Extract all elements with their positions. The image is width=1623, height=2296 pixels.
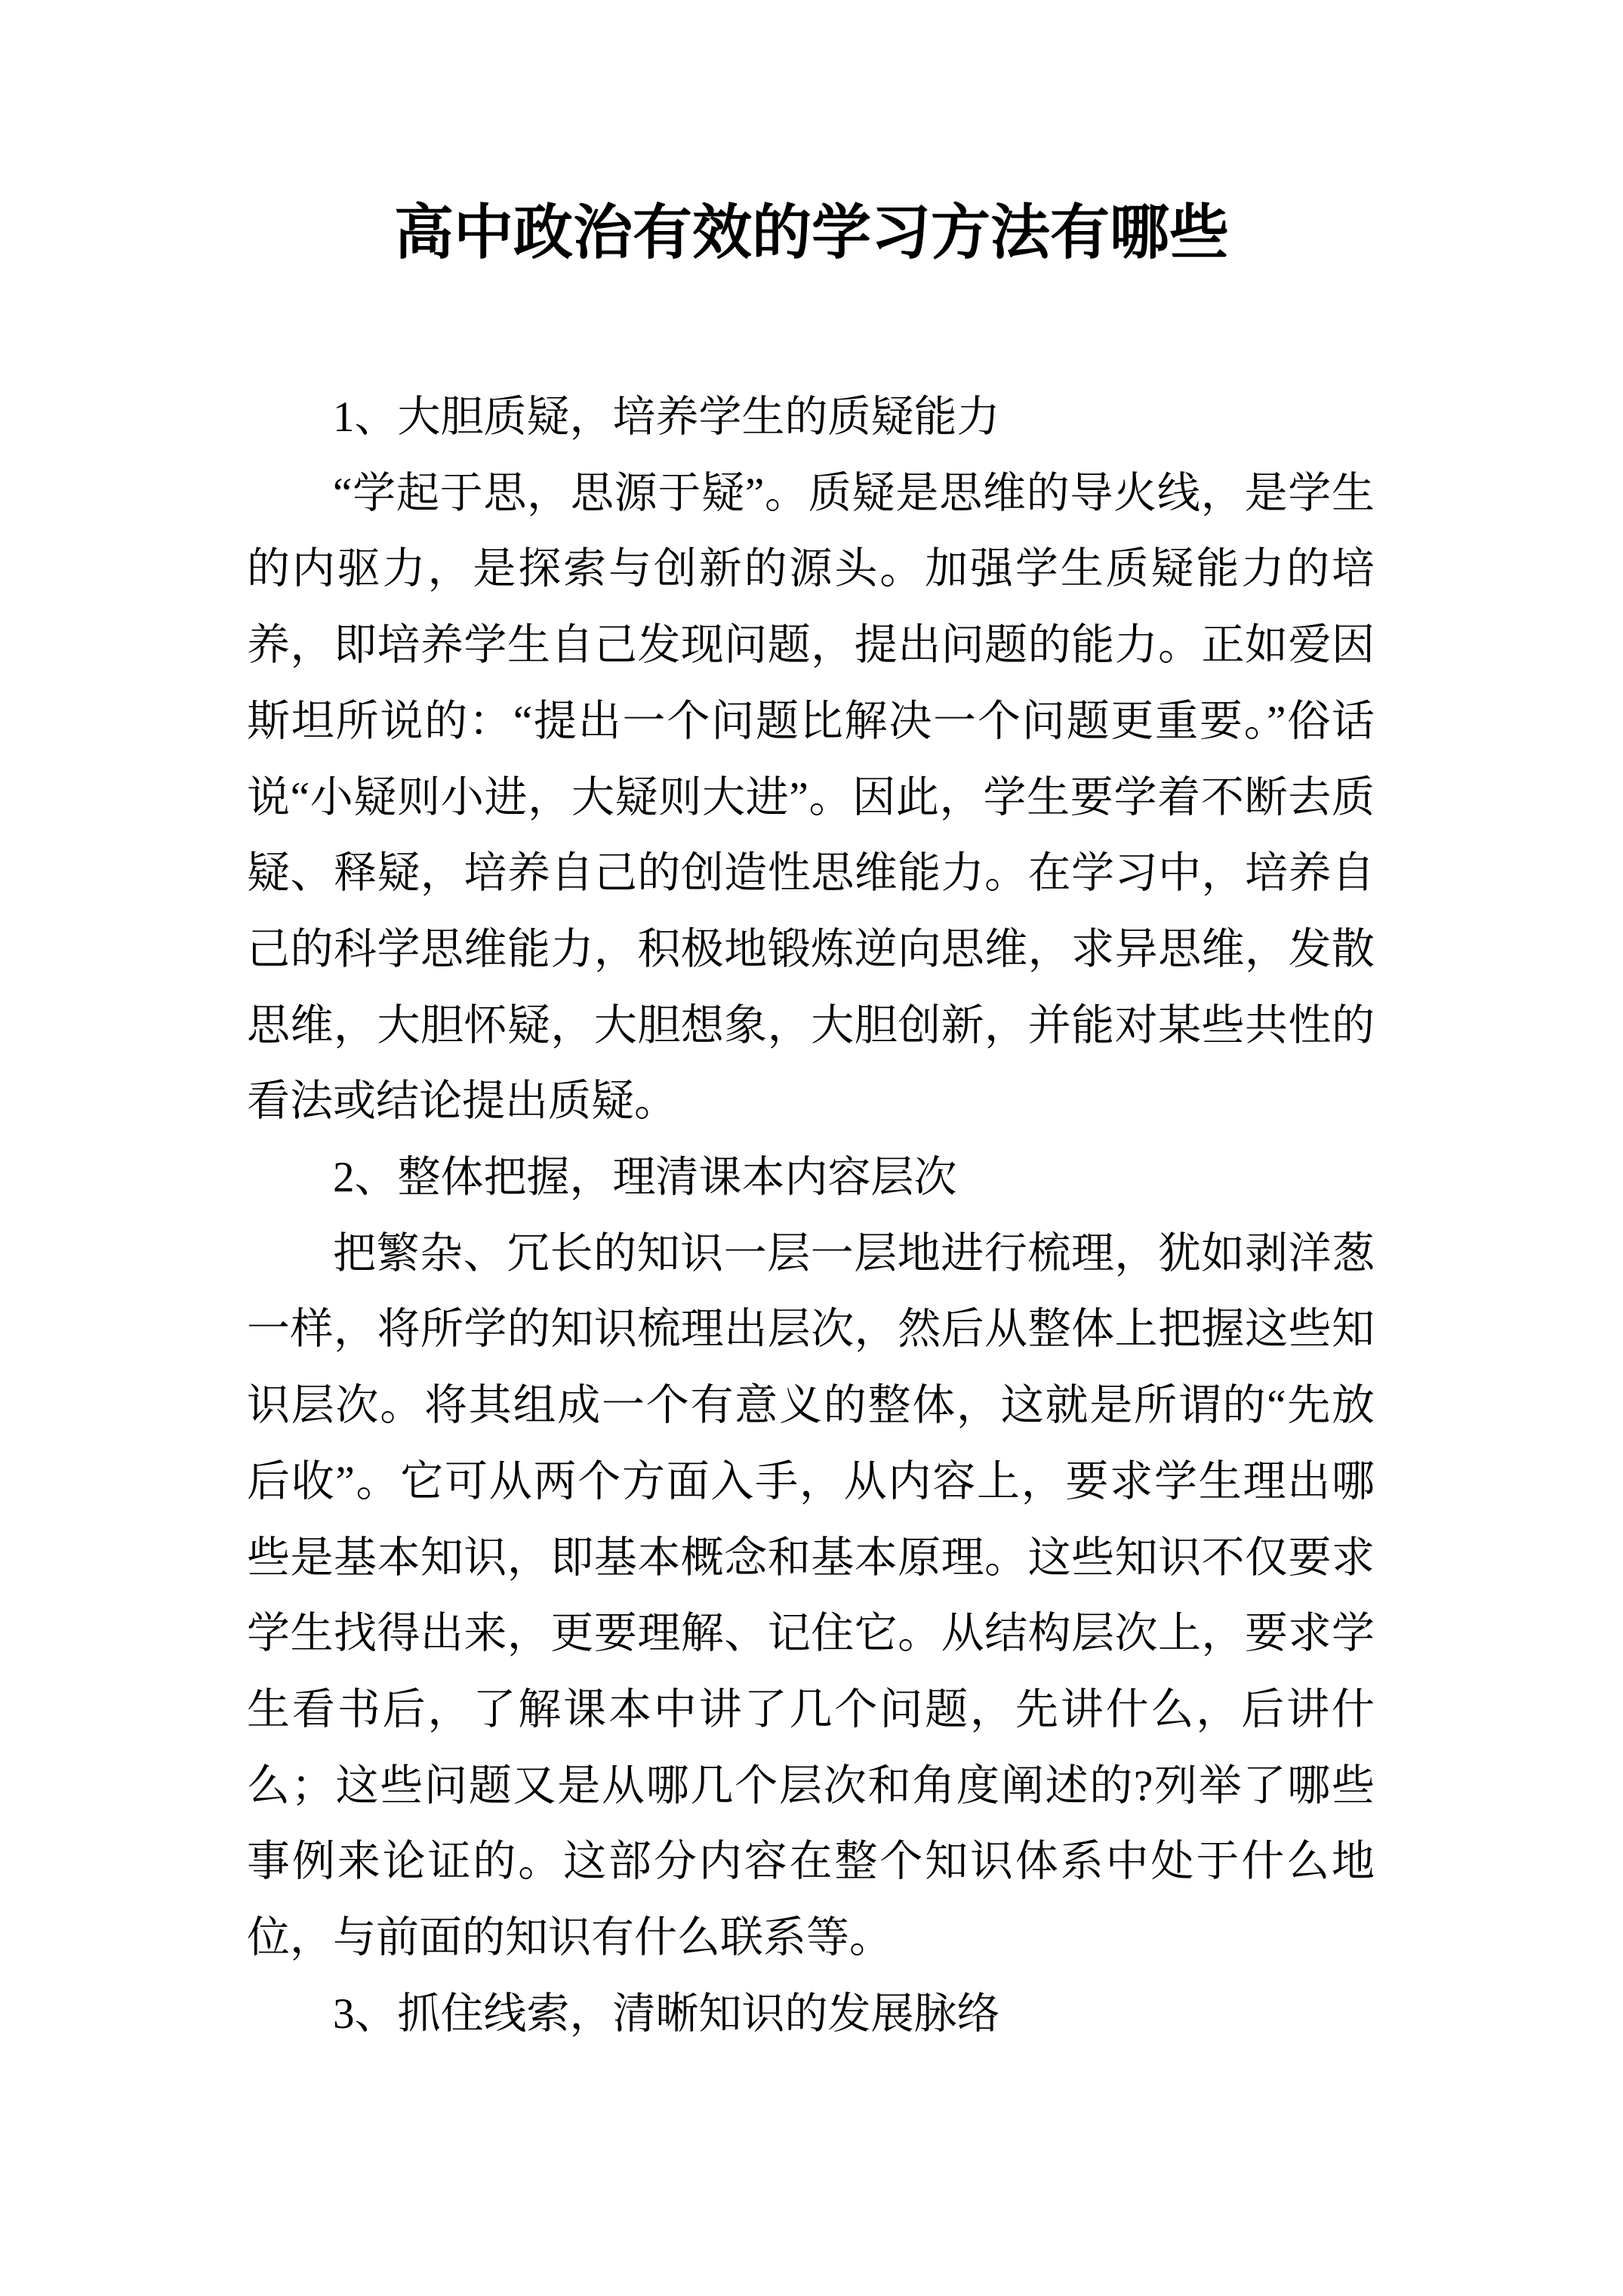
document-title: 高中政治有效的学习方法有哪些 <box>394 201 1229 267</box>
section-heading-2: 2、整体把握，理清课本内容层次 <box>333 1154 957 1202</box>
section-heading-1: 1、大胆质疑，培养学生的质疑能力 <box>333 393 1000 441</box>
body-paragraph-2: 把繁杂、冗长的知识一层一层地进行梳理，犹如剥洋葱一样，将所学的知识梳理出层次，然后从整体上把握这些知识层次。将其组成一个有意义的整体，这就是所谓的“先放后收”。它可从两个方面入手，从内容上，要求学生理出哪些是基本知识，即基本概念和基本原理。这些知识不仅要求学生找得出来，更要理解、记住它。从结构层次上，要求学生看书后，了解课本中讲了几个问题，先讲什么，后讲什么；这些问题又是从哪几个层次和角度阐述的?列举了哪些事例来论证的。这部分内容在整个知识体系中处于什么地位，与前面的知识有什么联系等。 <box>247 1229 1375 1962</box>
document-body <box>247 380 1375 2052</box>
body-paragraph-1: “学起于思，思源于疑”。质疑是思维的导火线，是学生的内驱力，是探索与创新的源头。加强学生质疑能力的培养，即培养学生自己发现问题，提出问题的能力。正如爱因斯坦所说的：“提出一个问题比解决一个问题更重要。”俗话说“小疑则小进，大疑则大进”。因此，学生要学着不断去质疑、释疑，培养自己的创造性思维能力。在学习中，培养自己的科学思维能力，积极地锻炼逆向思维，求异思维，发散思维，大胆怀疑，大胆想象，大胆创新，并能对某些共性的看法或结论提出质疑。 <box>247 469 1375 1126</box>
section-heading-3: 3、抓住线索，清晰知识的发展脉络 <box>333 1989 1000 2038</box>
